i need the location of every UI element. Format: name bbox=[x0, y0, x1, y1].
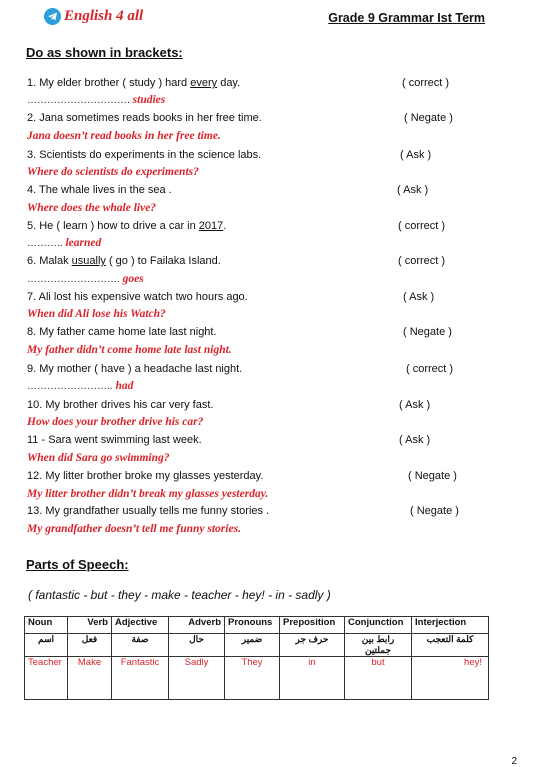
question-8: 8. My father came home late last night. bbox=[27, 326, 217, 338]
header-pronouns: Pronouns bbox=[225, 617, 280, 634]
question-7: 7. Ali lost his expensive watch two hours ago. bbox=[27, 291, 248, 303]
answer-verb: Make bbox=[68, 657, 112, 700]
arabic-pronoun: ضمير bbox=[225, 634, 280, 657]
answer-pronoun: They bbox=[225, 657, 280, 700]
answer-12: My litter brother didn’t break my glasses yesterday. bbox=[27, 488, 269, 500]
question-11: 11 - Sara went swimming last week. bbox=[27, 434, 202, 446]
arabic-conjunction: رابط بين جملتين bbox=[345, 634, 412, 657]
answer-10: How does your brother drive his car? bbox=[27, 416, 204, 428]
section-title-parts-of-speech: Parts of Speech: bbox=[26, 557, 129, 572]
answer-4: Where does the whale live? bbox=[27, 202, 157, 214]
answer-9: …………………….. had bbox=[27, 380, 134, 392]
arabic-adverb: حال bbox=[169, 634, 225, 657]
brand-title: English 4 all bbox=[64, 8, 144, 24]
term-title: Grade 9 Grammar Ist Term bbox=[328, 11, 485, 25]
table-answer-row bbox=[25, 657, 489, 700]
answer-adjective: Fantastic bbox=[112, 657, 169, 700]
arabic-adjective: صفة bbox=[112, 634, 169, 657]
table-arabic-row bbox=[25, 634, 489, 657]
question-9: 9. My mother ( have ) a headache last night. bbox=[27, 363, 243, 375]
parts-of-speech-table bbox=[24, 616, 489, 700]
answer-3: Where do scientists do experiments? bbox=[27, 166, 199, 178]
answer-preposition: in bbox=[280, 657, 345, 700]
hint-12: ( Negate ) bbox=[408, 470, 457, 482]
question-3: 3. Scientists do experiments in the science labs. bbox=[27, 149, 262, 161]
hint-2: ( Negate ) bbox=[404, 112, 453, 124]
question-13: 13. My grandfather usually tells me funny stories . bbox=[27, 505, 270, 517]
arabic-noun: اسم bbox=[25, 634, 68, 657]
hint-7: ( Ask ) bbox=[403, 291, 435, 303]
section-title-brackets: Do as shown in brackets: bbox=[26, 45, 183, 60]
question-10: 10. My brother drives his car very fast. bbox=[27, 399, 214, 411]
answer-conjunction: but bbox=[345, 657, 412, 700]
question-12: 12. My litter brother broke my glasses yesterday. bbox=[27, 470, 264, 482]
header-verb: Verb bbox=[68, 617, 112, 634]
answer-noun: Teacher bbox=[25, 657, 68, 700]
answer-8: My father didn’t come home late last night. bbox=[27, 344, 232, 356]
arabic-interjection: كلمة التعجب bbox=[412, 634, 489, 657]
answer-2: Jana doesn’t read books in her free time. bbox=[27, 130, 221, 142]
question-4: 4. The whale lives in the sea . bbox=[27, 184, 172, 196]
answer-6: ………………………. goes bbox=[27, 273, 144, 285]
header-interjection: Interjection bbox=[412, 617, 489, 634]
header-conjunction: Conjunction bbox=[345, 617, 412, 634]
header-noun: Noun bbox=[25, 617, 68, 634]
brand bbox=[44, 8, 143, 25]
header-adjective: Adjective bbox=[112, 617, 169, 634]
hint-11: ( Ask ) bbox=[399, 434, 431, 446]
answer-13: My grandfather doesn’t tell me funny stories. bbox=[27, 523, 241, 535]
hint-9: ( correct ) bbox=[406, 363, 454, 375]
question-1: 1. My elder brother ( study ) hard every day. bbox=[27, 77, 241, 89]
table-header-row bbox=[25, 617, 489, 634]
question-5: 5. He ( learn ) how to drive a car in 2017. bbox=[27, 220, 227, 232]
answer-1: …………………………. studies bbox=[27, 94, 166, 106]
question-2: 2. Jana sometimes reads books in her free time. bbox=[27, 112, 262, 124]
telegram-icon bbox=[44, 8, 61, 25]
arabic-verb: فعل bbox=[68, 634, 112, 657]
hint-13: ( Negate ) bbox=[410, 505, 459, 517]
hint-6: ( correct ) bbox=[398, 255, 446, 267]
hint-4: ( Ask ) bbox=[397, 184, 429, 196]
question-6: 6. Malak usually ( go ) to Failaka Island. bbox=[27, 255, 221, 267]
arabic-preposition: حرف جر bbox=[280, 634, 345, 657]
hint-8: ( Negate ) bbox=[403, 326, 452, 338]
word-bank: ( fantastic - but - they - make - teacher - hey! - in - sadly ) bbox=[28, 588, 331, 602]
page-number: 2 bbox=[511, 756, 517, 767]
answer-adverb: Sadly bbox=[169, 657, 225, 700]
answer-11: When did Sara go swimming? bbox=[27, 452, 170, 464]
hint-1: ( correct ) bbox=[402, 77, 450, 89]
header-adverb: Adverb bbox=[169, 617, 225, 634]
answer-interjection: hey! bbox=[412, 657, 489, 700]
header-preposition: Preposition bbox=[280, 617, 345, 634]
answer-7: When did Ali lose his Watch? bbox=[27, 308, 166, 320]
hint-3: ( Ask ) bbox=[400, 149, 432, 161]
hint-5: ( correct ) bbox=[398, 220, 446, 232]
answer-5: ……….. learned bbox=[27, 237, 102, 249]
hint-10: ( Ask ) bbox=[399, 399, 431, 411]
